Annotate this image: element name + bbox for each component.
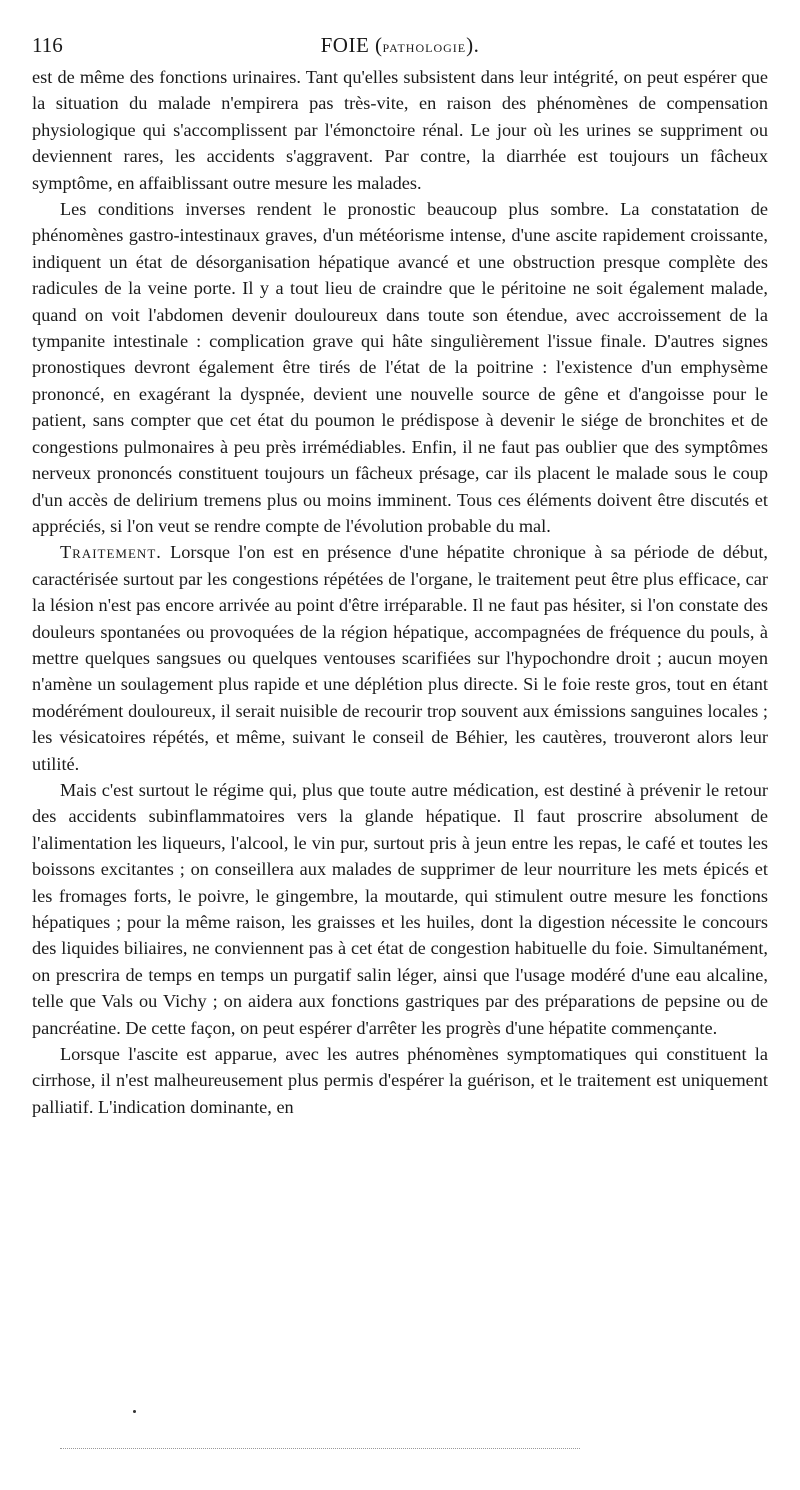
section-label-traitement: Traitement. bbox=[60, 542, 162, 563]
print-speck bbox=[133, 1410, 136, 1413]
document-page bbox=[32, 30, 768, 1120]
running-head-close: ). bbox=[466, 33, 480, 57]
paragraph-continuation bbox=[32, 64, 768, 196]
running-head bbox=[32, 30, 768, 62]
paragraph-text: est de même des fonctions urinaires. Tant qu'elles subsistent dans leur intégrité, on peut espérer que la situation du malade n'empirera pas très-vite, en raison des phénomènes de compensation physiologique qui s'accomplissent par l'émonctoire rénal. Le jour où les urines se suppriment ou deviennent rares, les accidents s'aggravent. Par contre, la diarrhée est toujours un fâcheux symptôme, en affaiblissant outre mesure les malades. bbox=[32, 67, 768, 193]
paragraph-prognosis bbox=[32, 196, 768, 539]
page-header bbox=[32, 30, 768, 60]
paragraph-text: Lorsque l'on est en présence d'une hépatite chronique à sa période de début, caractérisée surtout par les congestions répétées de l'organe, le traitement peut être plus efficace, car la lésion n'est pas encore arrivée au point d'être irréparable. Il ne faut pas hésiter, si l'on constate des douleurs spontanées ou provoquées de la région hépatique, accompagnées de fréquence du pouls, à mettre quelques sangsues ou quelques ventouses scarifiées sur l'hypochondre droit ; aucun moyen n'amène un soulagement plus rapide et une déplétion plus directe. Si le foie reste gros, tout en étant modérément douloureux, il serait nuisible de recourir trop souvent aux émissions sanguines locales ; les vésicatoires répétés, et même, suivant le conseil de Béhier, les cautères, trouveront alors leur utilité. bbox=[32, 542, 768, 774]
paragraph-text: Les conditions inverses rendent le pronostic beaucoup plus sombre. La constatation de phénomènes gastro-intestinaux graves, d'un météorisme intense, d'une ascite rapidement croissante, indiquent un état de désorganisation hépatique avancé et une obstruction presque complète des radicules de la veine porte. Il y a tout lieu de craindre que le péritoine ne soit également malade, quand on voit l'abdomen devenir douloureux dans toute son étendue, avec accroissement de la tympanite intestinale : complication grave qui hâte singulièrement l'issue finale. D'autres signes pronostiques devront également être tirés de l'état de la poitrine : l'existence d'un emphysème prononcé, en exagérant la dyspnée, devient une nouvelle source de gêne et d'angoisse pour le patient, sans compter que cet état du poumon le prédispose à devenir le siége de bronchites et de congestions pulmonaires à peu près irrémédiables. Enfin, il ne faut pas oublier que des symptômes nerveux prononcés constituent toujours un fâcheux présage, car ils placent le malade sous le coup d'un accès de delirium tremens plus ou moins imminent. Tous ces éléments doivent être discutés et appréciés, si l'on veut se rendre compte de l'évolution probable du mal. bbox=[32, 199, 768, 536]
paragraph-ascite bbox=[32, 1041, 768, 1120]
page-number: 116 bbox=[32, 33, 63, 57]
paragraph-treatment bbox=[32, 539, 768, 777]
running-head-small-caps: pathologie bbox=[382, 37, 467, 56]
bottom-dotted-rule bbox=[60, 1448, 580, 1449]
paragraph-text: Lorsque l'ascite est apparue, avec les autres phénomènes symptomatiques qui constituent la cirrhose, il n'est malheureusement plus permis d'espérer la guérison, et le traitement est uniquement palliatif. L'indication dominante, en bbox=[32, 1044, 768, 1117]
paragraph-regime bbox=[32, 777, 768, 1041]
running-head-main: FOIE ( bbox=[320, 33, 383, 57]
body-text bbox=[32, 64, 768, 1120]
paragraph-text: Mais c'est surtout le régime qui, plus que toute autre médication, est destiné à prévenir le retour des accidents subinflammatoires vers la glande hépatique. Il faut proscrire absolument de l'alimentation les liqueurs, l'alcool, le vin pur, surtout pris à jeun entre les repas, le café et toutes les boissons excitantes ; on conseillera aux malades de supprimer de leur nourriture les mets épicés et les fromages forts, le poivre, le gingembre, la moutarde, qui stimulent outre mesure les fonctions hépatiques ; pour la même raison, les graisses et les huiles, dont la digestion nécessite le concours des liquides biliaires, ne conviennent pas à cet état de congestion habituelle du foie. Simultanément, on prescrira de temps en temps un purgatif salin léger, ainsi que l'usage modéré d'une eau alcaline, telle que Vals ou Vichy ; on aidera aux fonctions gastriques par des préparations de pepsine ou de pancréatine. De cette façon, on peut espérer d'arrêter les progrès d'une hépatite commençante. bbox=[32, 779, 768, 1038]
